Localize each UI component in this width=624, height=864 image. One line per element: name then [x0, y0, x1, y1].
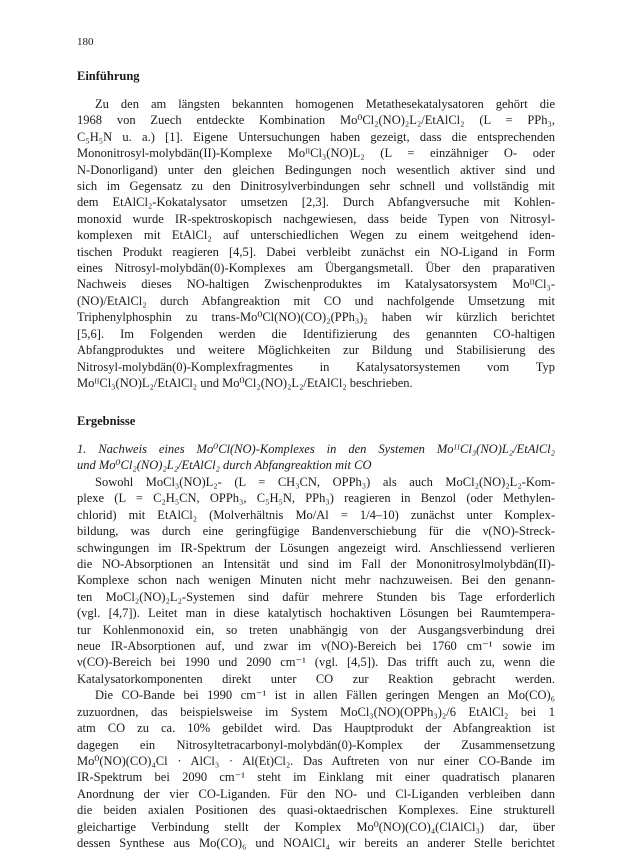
text-line: ten MoCl₂(NO)₂L₂-Systemen sind dafür mehrere Stunden bis Tage erforderlich: [77, 589, 555, 604]
text-line: gleichartige Verbindung stellt der Komplex Mo⁰(NO)(CO)₄(ClAlCl₃) dar, über: [77, 819, 555, 834]
text-line: dagegen ein Nitrosyltetracarbonyl-molybdän(0)-Komplex der Zusammensetzung: [77, 737, 555, 752]
text-line: Mo⁰(NO)(CO)₄Cl · AlCl₃ · Al(Et)Cl₂. Das Auftreten von nur einer CO-Bande im: [77, 753, 555, 768]
subsection-heading: [77, 441, 555, 474]
paragraph-ergebnisse: [77, 474, 555, 851]
paragraph-einfuehrung: [77, 96, 555, 391]
text-line: die beiden axialen Positionen des quasi-oktaedrischen Komplexes. Eine strukturell: [77, 803, 555, 818]
text-line: [5,6]. Im Folgenden werden die Identifizierung des genannten CO-haltigen: [77, 326, 555, 341]
text-line: Anordnung der vier CO-Liganden. Für den NO- und Cl-Liganden verbleiben dann: [77, 786, 555, 801]
text-line: Komplexe schon nach wenigen Minuten nicht mehr nachzuweisen. Bei den genann-: [77, 573, 555, 588]
section-heading-einfuehrung: Einführung: [77, 69, 140, 83]
text-line: Nachweis dieses NO-haltigen Zwischenproduktes im Katalysatorsystem MoᴵᴵCl₃-: [77, 277, 555, 292]
text-line: Sowohl MoCl₃(NO)L₂- (L = CH₃CN, OPPh₃) als auch MoCl₂(NO)₂L₂-Kom-: [95, 475, 555, 489]
text-line: atm CO zu ca. 10% gebildet wird. Das Hauptprodukt der Abfangreaktion ist: [77, 721, 555, 736]
text-line: N-Donorligand) unter den gleichen Bedingungen noch wesentlich aktiver sind und: [77, 162, 555, 177]
text-line: neue IR-Absorptionen auf, und zwar im ν(NO)-Bereich bei 1760 cm⁻¹ sowie im: [77, 639, 555, 654]
text-line: C₅H₅N u. a.) [1]. Eigene Untersuchungen haben gezeigt, dass die entsprechenden: [77, 129, 555, 144]
section-heading-ergebnisse: Ergebnisse: [77, 414, 136, 428]
text-line: und Mo⁰Cl₂(NO)₂L₂/EtAlCl₂ durch Abfangreaktion mit CO: [77, 458, 372, 473]
text-line: die NO-Absorptionen an Intensität und sind im Fall der Mononitrosylmolybdän(II)-: [77, 557, 555, 572]
text-line: MoᴵᴵCl₃(NO)L₂/EtAlCl₂ und Mo⁰Cl₂(NO)₂L₂/EtAlCl₂ beschrieben.: [77, 375, 413, 390]
text-line: dessen Synthese aus Mo(CO)₆ und NOAlCl₄ wir bereits an anderer Stelle berichtet: [77, 835, 555, 850]
text-line: dem EtAlCl₂-Kokatalysator umsetzen [2,3]. Durch Abfangversuche mit Kohlen-: [77, 195, 555, 210]
text-line: Die CO-Bande bei 1990 cm⁻¹ ist in allen Fällen geringen Mengen an Mo(CO)₆: [95, 688, 555, 703]
text-line: 1968 von Zuech entdeckte Kombination Mo⁰Cl₂(NO)₂L₂/EtAlCl₂ (L = PPh₃,: [77, 113, 555, 128]
text-line: Triphenylphosphin zu trans-Mo⁰Cl(NO)(CO)₂(PPh₃)₂ haben wir kürzlich berichtet: [77, 310, 555, 325]
text-line: tischen Produkt reagieren [4,5]. Dabei verbleibt zunächst ein NO-Ligand in Form: [77, 244, 555, 259]
text-line: plexe (L = C₂H₅CN, OPPh₃, C₅H₅N, PPh₃) reagieren in Benzol (oder Methylen-: [77, 491, 555, 506]
text-line: schwingungen im IR-Spektrum der Lösungen angezeigt wird. Anschliessend verlieren: [77, 540, 555, 555]
text-line: komplexen mit EtAlCl₂ auf unterschiedlichen Wegen zu einem weitgehend iden-: [77, 228, 555, 243]
text-line: Nitrosyl-molybdän(0)-Komplexfragmentes in Katalysatorsystemen vom Typ: [77, 359, 555, 374]
text-line: eines Nitrosyl-molybdän(0)-Komplexes am Übergangsmetall. Über den praparativen: [77, 261, 555, 276]
page-number: 180: [77, 36, 94, 48]
text-line: ν(CO)-Bereich bei 1990 und 2090 cm⁻¹ (vgl. [4,5]). Das trifft auch zu, wenn die: [77, 655, 555, 670]
text-line: zuzuordnen, das beispielsweise im System MoCl₃(NO)(OPPh₃)₂/6 EtAlCl₂ bei 1: [77, 704, 555, 719]
text-line: IR-Spektrum bei 2090 cm⁻¹ steht im Einklang mit einer quadratisch planaren: [77, 770, 555, 785]
text-line: tur Kohlenmonoxid ein, so treten unabhängig von der Ausgangsverbindung drei: [77, 622, 555, 637]
text-line: chlorid) mit EtAlCl₂ (Molverhältnis Mo/Al = 1/4–10) zunächst unter Komplex-: [77, 507, 555, 522]
text-line: Zu den am längsten bekannten homogenen Metathesekatalysatoren gehört die: [95, 97, 555, 111]
text-line: (NO)/EtAlCl₂ durch Abfangreaktion mit CO und nachfolgende Umsetzung mit: [77, 293, 555, 308]
text-line: bildung, was durch eine geringfügige Bandenverschiebung für die ν(NO)-Streck-: [77, 524, 555, 539]
text-line: sich im Gegensatz zu den Dinitrosylverbindungen sehr schnell und vollständig mit: [77, 179, 555, 194]
text-line: Katalysatorkomponenten direkt unter CO zur Reaktion gebracht werden.: [77, 671, 555, 686]
text-line: (vgl. [4,7]). Leitet man in diese katalytisch hochaktiven Lösungen bei Raumtempera-: [77, 606, 555, 621]
text-line: monoxid wurde IR-spektroskopisch nachgewiesen, dass beide Typen von Nitrosyl-: [77, 211, 555, 226]
text-line: 1. Nachweis eines Mo⁰Cl(NO)-Komplexes in den Systemen MoᴵᴵCl₃(NO)L₂/EtAlCl₂: [77, 442, 555, 456]
text-line: Abfangproduktes und weitere Möglichkeiten zur Bildung und Stabilisierung des: [77, 343, 555, 358]
text-line: Mononitrosyl-molybdän(II)-Komplexe MoᴵᴵCl₃(NO)L₂ (L = einzähniger O- oder: [77, 146, 555, 161]
